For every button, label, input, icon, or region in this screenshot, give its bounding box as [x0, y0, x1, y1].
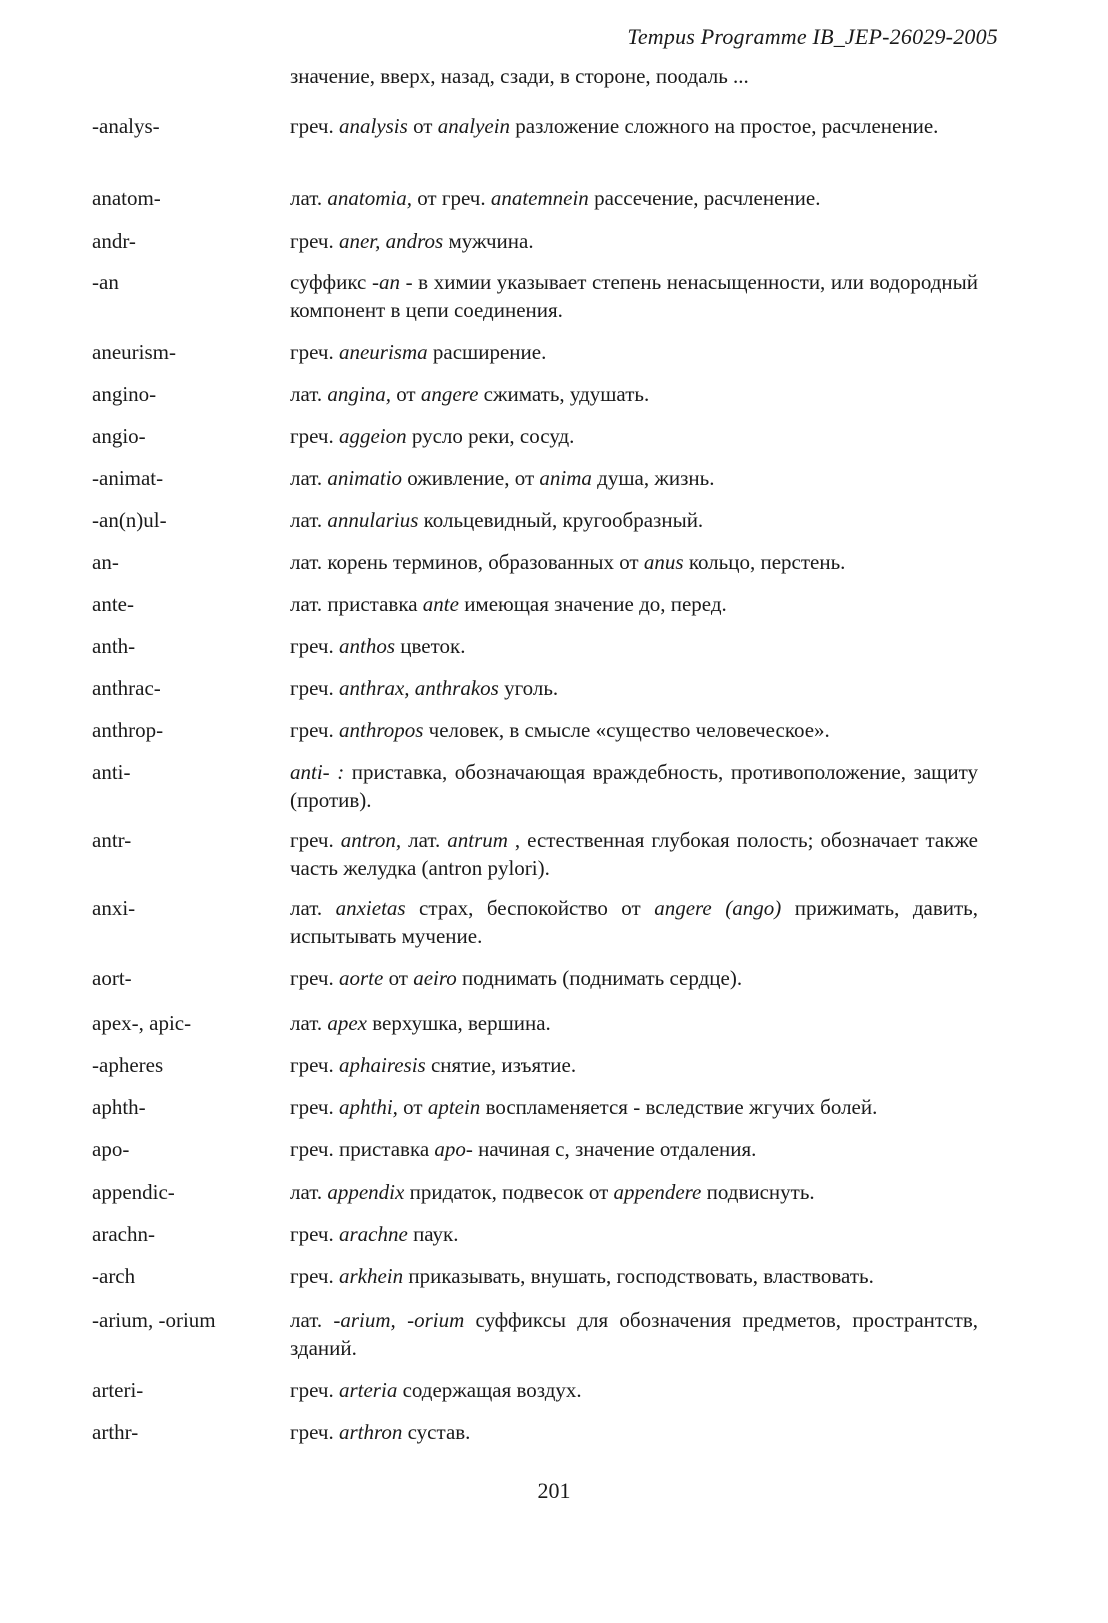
definition-text: лат. — [290, 186, 328, 210]
definition-text: подвиснуть. — [701, 1180, 815, 1204]
definition-text: лат. — [290, 1308, 334, 1332]
definition-italic-text: anatemnein — [490, 186, 589, 210]
entry-definition — [290, 716, 978, 744]
definition-italic-text: antrum — [447, 828, 508, 852]
entry-term: angio- — [92, 424, 146, 448]
definition-text: греч. — [290, 1222, 339, 1246]
definition-italic-text: angina, — [327, 382, 391, 406]
definition-italic-text: angere — [420, 382, 479, 406]
entry-definition — [290, 632, 978, 660]
definition-italic-text: apex — [327, 1011, 368, 1035]
entry-definition — [290, 964, 978, 992]
definition-text: суффиксы для обозначения предметов, пространтств, зданий. — [290, 1308, 978, 1360]
entry-definition — [290, 1376, 978, 1404]
entry-term: ante- — [92, 592, 134, 616]
definition-text: оживление, от — [402, 466, 540, 490]
entry-definition — [290, 1051, 978, 1079]
definition-italic-text: appendere — [613, 1180, 702, 1204]
definition-italic-text: apo- — [434, 1137, 473, 1161]
page-number: 201 — [537, 1478, 571, 1503]
definition-text: лат. — [401, 828, 448, 852]
entry-definition — [290, 1135, 978, 1163]
entry-term: antr- — [92, 828, 132, 852]
entry-term: -an(n)ul- — [92, 508, 167, 532]
entry-term: angino- — [92, 382, 157, 406]
definition-italic-text: anima — [539, 466, 592, 490]
definition-italic-text: anti- : — [290, 760, 345, 784]
definition-italic-text: antron, — [340, 828, 402, 852]
definition-text: греч. — [290, 634, 339, 658]
definition-italic-text: appendix — [327, 1180, 405, 1204]
definition-text: приказывать, внушать, господствовать, властвовать. — [403, 1264, 874, 1288]
definition-italic-text: anatomia, — [327, 186, 412, 210]
definition-italic-text: arthron — [338, 1420, 403, 1444]
entry-definition — [290, 1262, 978, 1290]
entry-definition — [290, 548, 978, 576]
definition-italic-text: arteria — [338, 1378, 398, 1402]
definition-text: имеющая значение до, перед. — [458, 592, 727, 616]
definition-text: лат. — [290, 896, 336, 920]
definition-text: русло реки, сосуд. — [406, 424, 575, 448]
continuation-text: значение, вверх, назад, сзади, в стороне, поодаль ... — [290, 64, 749, 88]
entry-term: apex-, apic- — [92, 1011, 192, 1035]
definition-text: кольцо, перстень. — [683, 550, 846, 574]
entry-term: -analys- — [92, 114, 160, 138]
entry-term: -apheres — [92, 1053, 164, 1077]
definition-text: разложение сложного на простое, расчленение. — [510, 114, 939, 138]
entry-term: aneurism- — [92, 340, 176, 364]
definition-text: человек, в смысле «существо человеческое». — [423, 718, 830, 742]
definition-italic-text: anthos — [338, 634, 395, 658]
entry-term: arachn- — [92, 1222, 155, 1246]
definition-text: лат. — [290, 1180, 328, 1204]
definition-text: от — [397, 1095, 428, 1119]
definition-text: душа, жизнь. — [591, 466, 715, 490]
definition-text: сжимать, удушать. — [478, 382, 650, 406]
definition-text: лат. — [290, 382, 328, 406]
definition-text: снятие, изъятие. — [425, 1053, 577, 1077]
entry-definition — [290, 674, 978, 702]
entry-term: arthr- — [92, 1420, 139, 1444]
definition-text: греч. — [290, 718, 339, 742]
definition-text: лат. — [290, 466, 328, 490]
entry-definition — [290, 758, 978, 814]
definition-text: воспламеняется - вследствие жгучих болей. — [480, 1095, 878, 1119]
definition-text: греч. — [290, 828, 341, 852]
definition-italic-text: aphairesis — [338, 1053, 426, 1077]
entry-definition — [290, 268, 978, 324]
entry-term: -an — [92, 270, 119, 294]
definition-italic-text: aeiro — [413, 966, 457, 990]
definition-text: греч. приставка — [290, 1137, 435, 1161]
entry-term: -animat- — [92, 466, 164, 490]
definition-text: верхушка, вершина. — [367, 1011, 551, 1035]
definition-text: греч. — [290, 1378, 339, 1402]
entry-definition — [290, 1009, 978, 1037]
entry-definition — [290, 112, 978, 140]
entry-term: -arch — [92, 1264, 136, 1288]
definition-text: от греч. — [411, 186, 491, 210]
definition-text: лат. приставка — [290, 592, 423, 616]
definition-italic-text: aorte — [338, 966, 384, 990]
definition-text: прижимать, давить, испытывать мучение. — [290, 896, 978, 948]
definition-italic-text: analysis — [338, 114, 408, 138]
definition-text: греч. — [290, 1053, 339, 1077]
definition-text: греч. — [290, 1264, 339, 1288]
entry-term: arteri- — [92, 1378, 144, 1402]
entry-term: anxi- — [92, 896, 136, 920]
definition-text: греч. — [290, 340, 339, 364]
entry-term: anth- — [92, 634, 136, 658]
definition-text: греч. — [290, 676, 339, 700]
entry-definition — [290, 464, 978, 492]
definition-text: греч. — [290, 229, 339, 253]
definition-text: , естественная глубокая полость; обозначает также часть желудка (antron pylori). — [290, 828, 978, 880]
definition-text: греч. — [290, 424, 339, 448]
definition-text: мужчина. — [443, 229, 534, 253]
definition-text: от — [390, 382, 421, 406]
definition-text: цветок. — [395, 634, 466, 658]
definition-italic-text: anus — [643, 550, 684, 574]
entry-definition — [290, 894, 978, 950]
entry-definition — [290, 590, 978, 618]
definition-text: от — [383, 966, 414, 990]
entry-definition — [290, 338, 978, 366]
definition-text: от — [407, 114, 438, 138]
definition-text: суффикс — [290, 270, 372, 294]
definition-italic-text: anthropos — [338, 718, 424, 742]
definition-text: паук. — [407, 1222, 459, 1246]
definition-text: рассечение, расчленение. — [588, 186, 821, 210]
entry-term: anti- — [92, 760, 131, 784]
definition-text: сустав. — [402, 1420, 471, 1444]
entry-definition — [290, 826, 978, 882]
definition-text: поднимать (поднимать сердце). — [456, 966, 743, 990]
definition-italic-text: aggeion — [338, 424, 407, 448]
definition-text: лат. корень терминов, образованных от — [290, 550, 644, 574]
definition-italic-text: aptein — [427, 1095, 481, 1119]
definition-italic-text: -an — [371, 270, 400, 294]
definition-italic-text: aphthi, — [338, 1095, 398, 1119]
entry-definition — [290, 1418, 978, 1446]
definition-italic-text: angere (ango) — [654, 896, 782, 920]
definition-text: приставка, обозначающая враждебность, противоположение, защиту (против). — [290, 760, 978, 812]
entry-term: appendic- — [92, 1180, 175, 1204]
running-header: Tempus Programme IB_JEP-26029-2005 — [627, 24, 998, 49]
entry-definition — [290, 1093, 978, 1121]
definition-italic-text: -arium, -orium — [333, 1308, 465, 1332]
definition-text: лат. — [290, 508, 328, 532]
entry-term: -arium, -orium — [92, 1308, 216, 1332]
entry-definition — [290, 506, 978, 534]
entry-term: an- — [92, 550, 119, 574]
definition-text: расширение. — [427, 340, 547, 364]
entry-definition — [290, 1306, 978, 1362]
definition-text: кольцевидный, кругообразный. — [418, 508, 704, 532]
definition-text: начиная с, значение отдаления. — [472, 1137, 757, 1161]
entry-term: apo- — [92, 1137, 130, 1161]
entry-term: anatom- — [92, 186, 161, 210]
definition-italic-text: analyein — [437, 114, 511, 138]
definition-text: лат. — [290, 1011, 328, 1035]
definition-text: придаток, подвесок от — [404, 1180, 614, 1204]
entry-definition — [290, 184, 978, 212]
definition-text: уголь. — [498, 676, 559, 700]
definition-text: греч. — [290, 1095, 339, 1119]
entry-definition — [290, 1220, 978, 1248]
entry-term: andr- — [92, 229, 136, 253]
entry-term: anthrac- — [92, 676, 161, 700]
definition-text: греч. — [290, 114, 339, 138]
definition-text: содержащая воздух. — [397, 1378, 582, 1402]
entry-definition — [290, 227, 978, 255]
definition-italic-text: arkhein — [338, 1264, 404, 1288]
definition-text: греч. — [290, 966, 339, 990]
entry-term: aort- — [92, 966, 132, 990]
definition-text: греч. — [290, 1420, 339, 1444]
definition-italic-text: anthrax, anthrakos — [338, 676, 499, 700]
entry-term: anthrop- — [92, 718, 164, 742]
definition-italic-text: aner, andros — [338, 229, 444, 253]
definition-italic-text: animatio — [327, 466, 403, 490]
definition-text: - в химии указывает степень ненасыщенности, или водородный компонент в цепи соединения. — [290, 270, 978, 322]
entry-definition — [290, 1178, 978, 1206]
definition-text: страх, беспокойство от — [405, 896, 655, 920]
entry-definition — [290, 422, 978, 450]
definition-italic-text: arachne — [338, 1222, 408, 1246]
definition-italic-text: annularius — [327, 508, 419, 532]
definition-italic-text: ante — [422, 592, 459, 616]
definition-italic-text: aneurisma — [338, 340, 428, 364]
entry-definition — [290, 380, 978, 408]
entry-term: aphth- — [92, 1095, 146, 1119]
definition-italic-text: anxietas — [335, 896, 406, 920]
